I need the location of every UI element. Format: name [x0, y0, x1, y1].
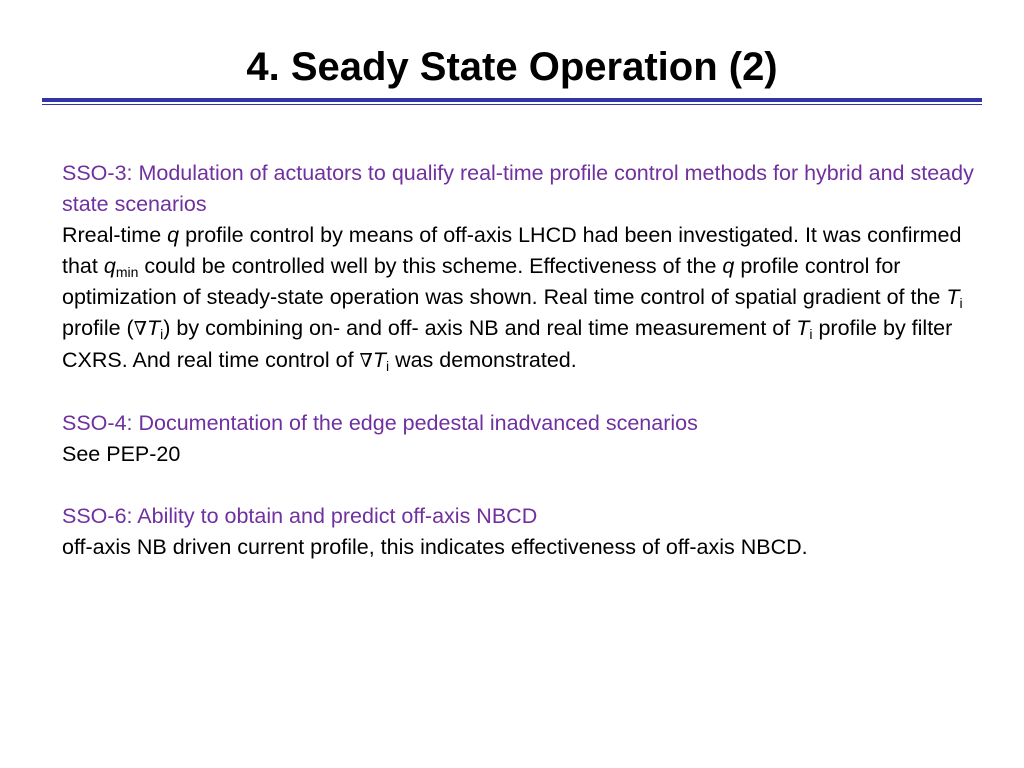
- section-sso-3: [62, 158, 992, 377]
- nabla-symbol: ∇: [359, 350, 373, 372]
- title-underline-thin: [42, 104, 982, 105]
- i-subscript: i: [809, 326, 813, 342]
- section-heading-sso-6: SSO-6: Ability to obtain and predict off-axis NBCD: [62, 504, 538, 528]
- t-symbol: T: [372, 348, 386, 372]
- section-body-sso-4: See PEP-20: [62, 442, 181, 466]
- q-symbol: q: [167, 223, 180, 247]
- section-sso-4: [62, 408, 992, 470]
- body-text-run: was demonstrated.: [389, 348, 577, 372]
- i-subscript: i: [959, 295, 963, 311]
- t-symbol: T: [796, 316, 810, 340]
- q-symbol: q: [103, 254, 116, 278]
- body-text-run: ) by combining on- and off- axis NB and real time measurement of: [163, 316, 797, 340]
- min-subscript: min: [115, 264, 139, 280]
- slide-content: [62, 158, 992, 594]
- title-underline-thick: [42, 98, 982, 102]
- body-text-run: profile control by means of off-axis LHCD had been investigated. It was confirmed that: [62, 223, 962, 278]
- body-text-run: Rreal-time: [62, 223, 168, 247]
- body-text-run: profile by filter CXRS. And real time control of: [62, 316, 953, 372]
- body-text-run: profile control for optimization of steady-state operation was shown. Real time control of spatial gradient of the: [62, 254, 947, 309]
- section-sso-6: [62, 501, 992, 563]
- section-heading-sso-4: SSO-4: Documentation of the edge pedestal inadvanced scenarios: [62, 411, 698, 435]
- t-symbol: T: [146, 316, 161, 340]
- body-text-run: could be controlled well by this scheme. Effectiveness of the: [138, 254, 723, 278]
- slide-title: 4. Seady State Operation (2): [246, 45, 778, 89]
- section-heading-sso-3: SSO-3: Modulation of actuators to qualify real-time profile control methods for hybrid and steady state scenarios: [62, 161, 974, 216]
- t-symbol: T: [946, 285, 960, 309]
- i-subscript: i: [385, 358, 390, 374]
- i-subscript: i: [160, 326, 164, 342]
- body-text-run: profile (: [62, 316, 134, 340]
- section-body-sso-6: off-axis NB driven current profile, this indicates effectiveness of off-axis NBCD.: [62, 535, 808, 559]
- section-body-sso-3: [62, 220, 992, 377]
- nabla-symbol: ∇: [133, 318, 147, 340]
- q-symbol: q: [722, 254, 735, 278]
